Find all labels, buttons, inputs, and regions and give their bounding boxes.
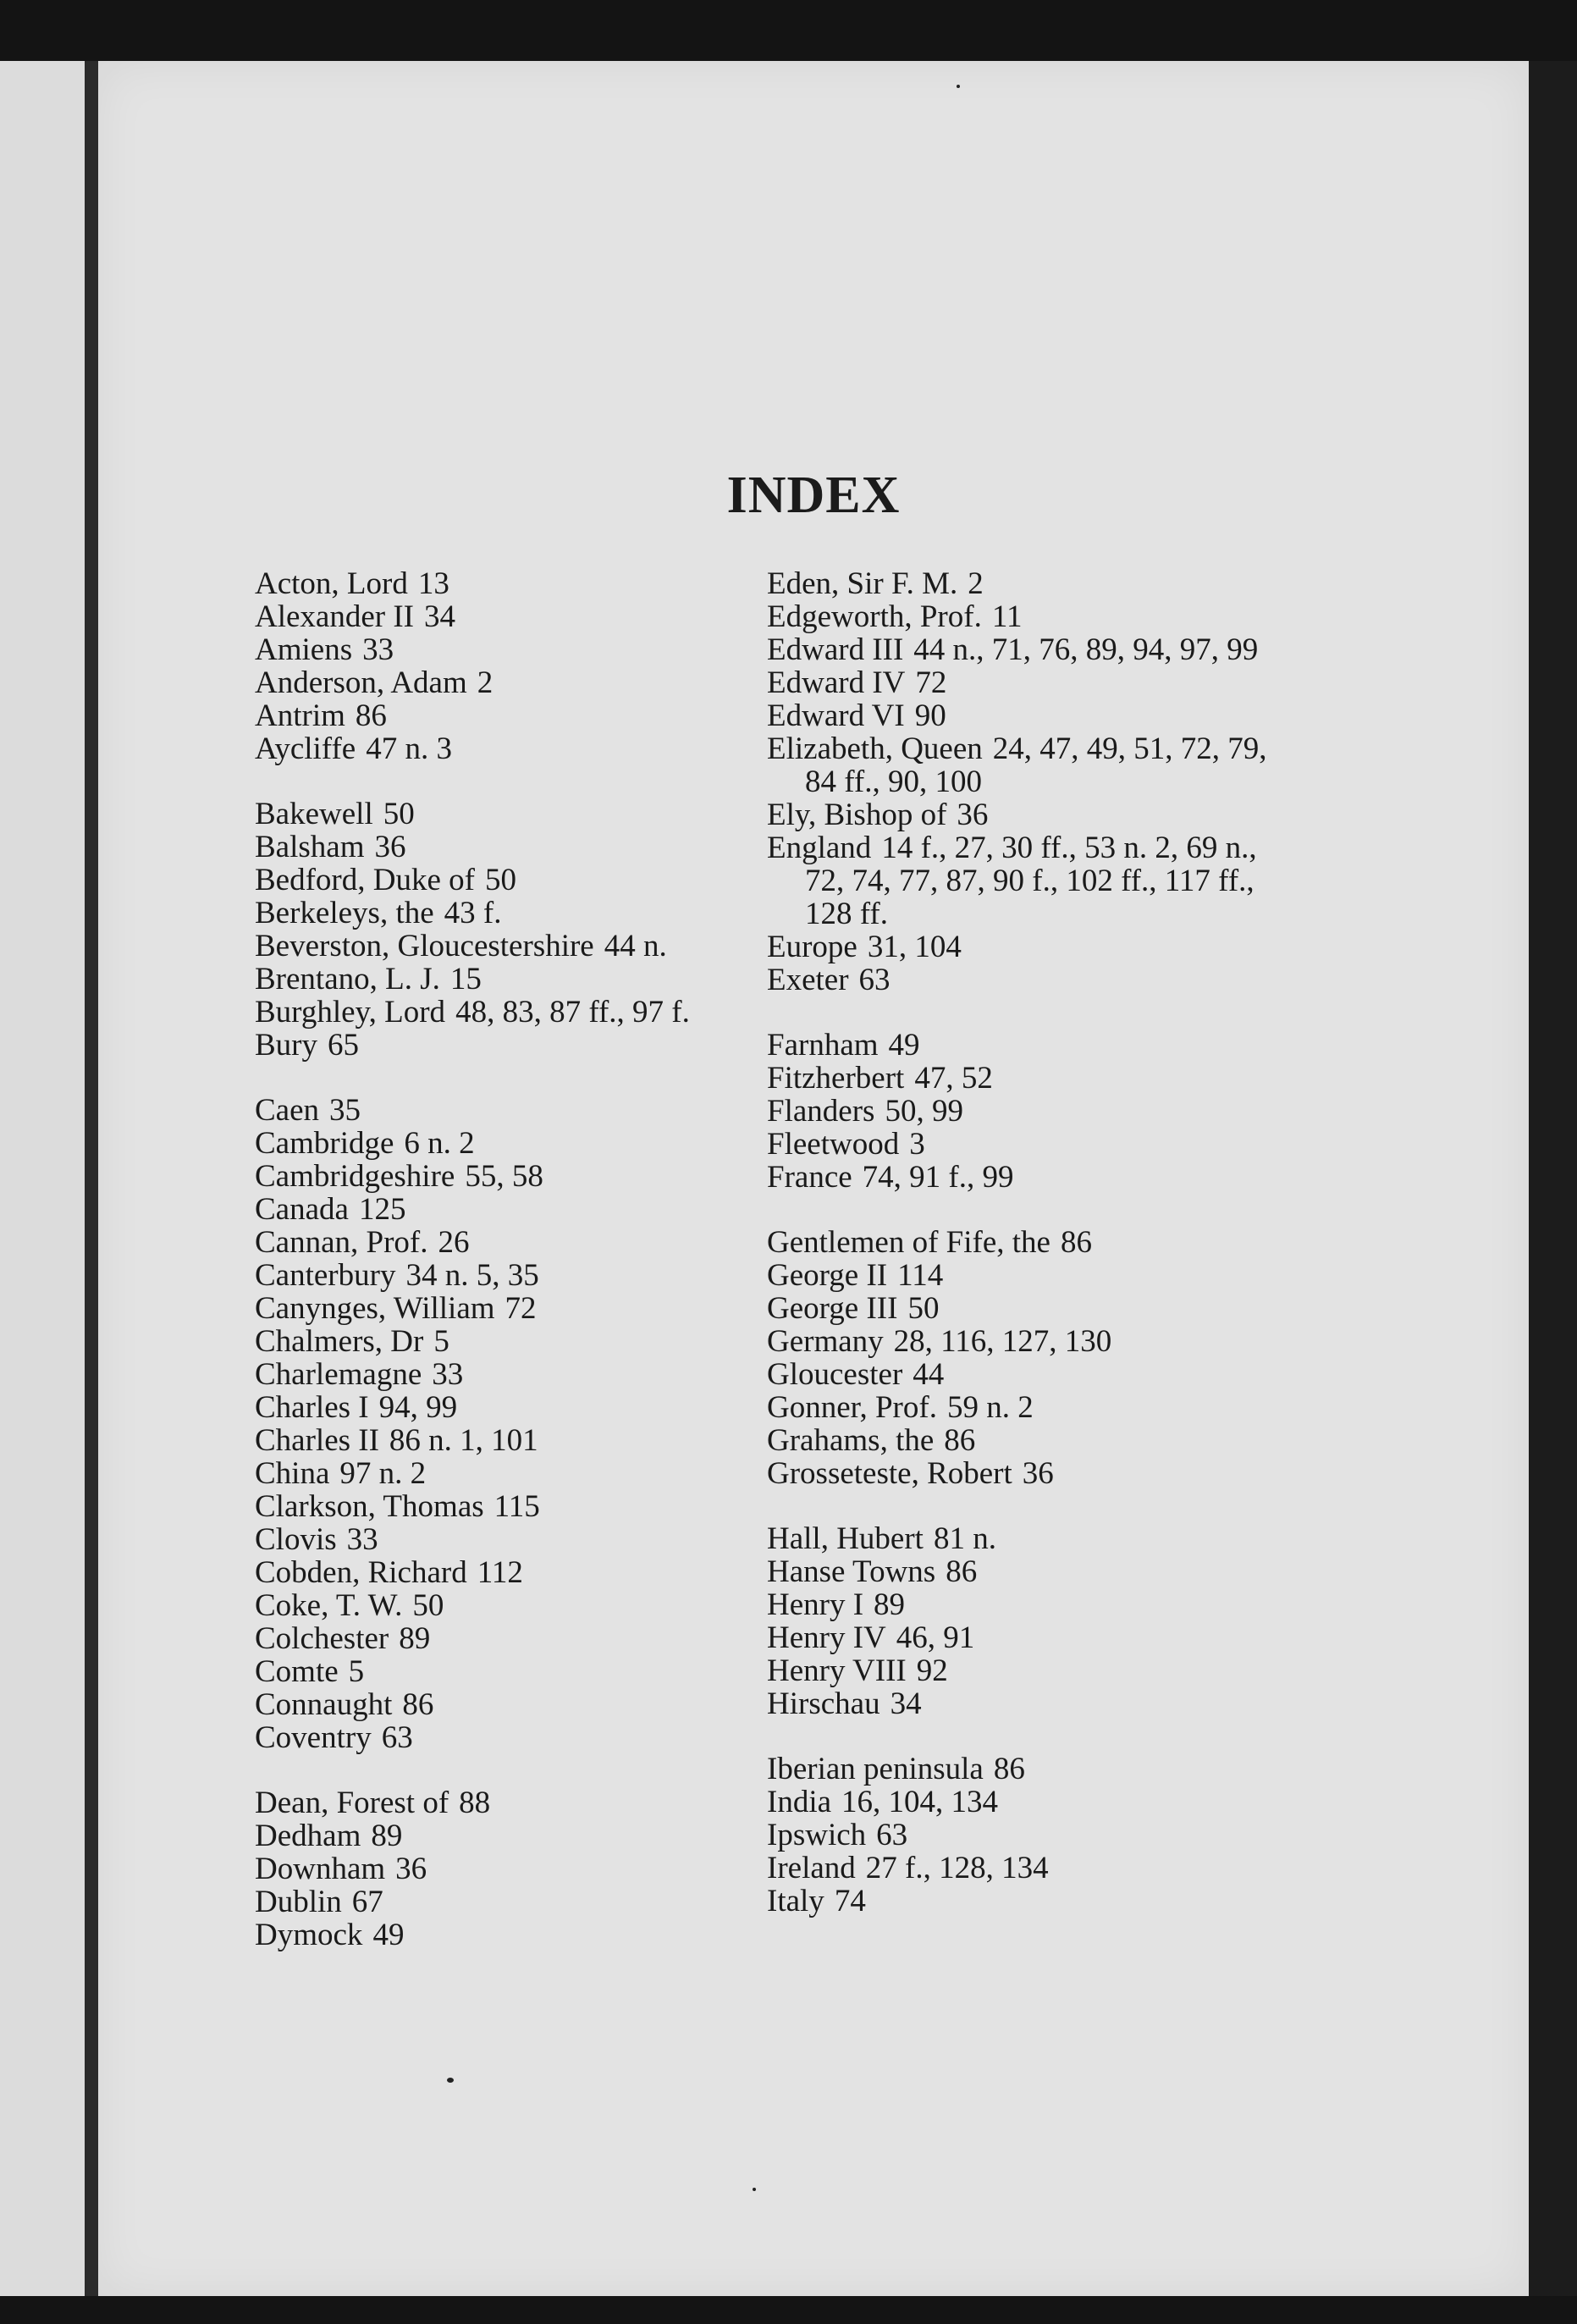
index-entry-name: Fitzherbert (767, 1061, 905, 1096)
index-entry (767, 666, 1275, 699)
index-entry (255, 798, 763, 831)
index-entry-name: Eden, Sir F. M. (767, 566, 958, 601)
index-entry-page-refs: 5 (348, 1654, 365, 1689)
index-entry-page-refs: 74, 91 f., 99 (862, 1160, 1014, 1195)
index-entry (255, 1885, 763, 1918)
index-entry (767, 1358, 1275, 1391)
index-entry (255, 732, 763, 765)
index-entry (255, 633, 763, 666)
index-entry (255, 1292, 763, 1325)
index-entry (255, 996, 763, 1029)
index-entry-name: Charlemagne (255, 1357, 422, 1392)
index-entry-page-refs: 67 (351, 1885, 383, 1919)
index-entry-page-refs: 65 (328, 1028, 359, 1063)
index-entry (255, 1721, 763, 1754)
index-entry-name: Coventry (255, 1720, 372, 1755)
letter-group-gap (767, 1194, 1275, 1226)
index-entry (255, 666, 763, 699)
index-entry-page-refs: 86 (355, 698, 387, 733)
index-entry-name: Aycliffe (255, 731, 356, 766)
index-entry (767, 1654, 1275, 1687)
index-entry-page-refs: 86 (944, 1423, 976, 1458)
index-entry-page-refs: 36 (395, 1852, 427, 1886)
index-entry-page-refs: 88 (459, 1786, 491, 1820)
index-entry (255, 1918, 763, 1951)
index-entry (767, 1588, 1275, 1621)
index-entry-name: France (767, 1160, 852, 1195)
index-entry-name: Grosseteste, Robert (767, 1456, 1012, 1491)
index-entry-page-refs: 31, 104 (867, 930, 962, 964)
index-entry (767, 1062, 1275, 1095)
index-entry-page-refs: 2 (477, 665, 494, 700)
index-column-left (255, 567, 763, 1951)
index-entry (767, 1457, 1275, 1490)
index-entry (255, 1358, 763, 1391)
index-entry-page-refs: 5 (433, 1324, 449, 1359)
index-entry (767, 1226, 1275, 1259)
index-entry-page-refs: 63 (381, 1720, 413, 1755)
index-entry-name: Iberian peninsula (767, 1752, 984, 1786)
index-entry-page-refs: 74 (834, 1884, 866, 1918)
index-entry (767, 1424, 1275, 1457)
index-entry (255, 1556, 763, 1589)
index-entry (767, 1753, 1275, 1786)
index-entry-name: George II (767, 1258, 888, 1293)
index-entry-page-refs: 6 n. 2 (404, 1126, 475, 1161)
index-entry-page-refs: 81 n. (933, 1521, 996, 1556)
index-entry-page-refs: 16, 104, 134 (841, 1785, 999, 1819)
index-entry (767, 732, 1275, 798)
index-entry-name: Canynges, William (255, 1291, 495, 1326)
index-entry-page-refs: 46, 91 (896, 1620, 975, 1655)
index-entry (767, 567, 1275, 600)
index-entry-name: Henry I (767, 1587, 864, 1622)
index-entry-page-refs: 86 (946, 1554, 978, 1589)
index-entry (255, 1852, 763, 1885)
index-entry-name: Alexander II (255, 599, 414, 634)
index-entry-name: Ireland (767, 1851, 856, 1885)
index-entry (767, 963, 1275, 996)
index-entry-name: Hirschau (767, 1686, 880, 1721)
index-entry-page-refs: 63 (858, 963, 891, 997)
index-entry (255, 864, 763, 897)
index-entry-name: Elizabeth, Queen (767, 731, 983, 766)
letter-group-gap (255, 1062, 763, 1094)
index-entry (255, 699, 763, 732)
index-entry (767, 798, 1275, 831)
index-entry-page-refs: 50 (484, 863, 516, 897)
index-entry-name: Coke, T. W. (255, 1588, 403, 1623)
index-entry-page-refs: 15 (449, 962, 482, 996)
index-entry-name: Amiens (255, 632, 353, 667)
index-entry-name: Germany (767, 1324, 884, 1359)
index-entry (767, 1128, 1275, 1161)
index-entry (767, 600, 1275, 633)
index-entry-name: Dymock (255, 1918, 363, 1952)
index-entry-page-refs: 50, 99 (885, 1094, 963, 1129)
index-entry (767, 1522, 1275, 1555)
index-entry-name: Acton, Lord (255, 566, 408, 601)
index-entry-name: Exeter (767, 963, 849, 997)
letter-group-gap (255, 765, 763, 798)
index-entry-page-refs: 92 (916, 1653, 948, 1688)
book-binding (85, 61, 98, 2296)
index-entry-page-refs: 72 (505, 1291, 537, 1326)
index-entry-name: Dean, Forest of (255, 1786, 449, 1820)
index-entry-page-refs: 27 f., 128, 134 (865, 1851, 1049, 1885)
index-entry (767, 1687, 1275, 1720)
index-entry-page-refs: 35 (329, 1093, 361, 1128)
index-entry-name: Colchester (255, 1621, 389, 1656)
index-entry-page-refs: 36 (957, 798, 989, 832)
index-entry-page-refs: 86 (402, 1687, 434, 1722)
index-entry (255, 1391, 763, 1424)
index-entry (767, 1391, 1275, 1424)
index-entry (767, 1095, 1275, 1128)
index-entry-page-refs: 34 (890, 1686, 922, 1721)
index-entry-name: Charles I (255, 1390, 369, 1425)
index-entry (767, 1161, 1275, 1194)
index-entry-name: Canterbury (255, 1258, 396, 1293)
index-entry-page-refs: 26 (438, 1225, 470, 1260)
index-entry (255, 1424, 763, 1457)
index-entry-name: Grahams, the (767, 1423, 935, 1458)
letter-group-gap (767, 1490, 1275, 1522)
index-entry-name: Henry VIII (767, 1653, 907, 1688)
index-entry (767, 831, 1275, 930)
index-entry (767, 633, 1275, 666)
index-entry-page-refs: 44 n., 71, 76, 89, 94, 97, 99 (913, 632, 1259, 667)
letter-group-gap (767, 996, 1275, 1029)
index-entry-page-refs: 33 (362, 632, 394, 667)
index-entry (767, 1325, 1275, 1358)
index-entry-page-refs: 43 f. (444, 896, 502, 930)
index-entry (255, 1029, 763, 1062)
index-entry-page-refs: 50 (907, 1291, 940, 1326)
index-entry-name: Chalmers, Dr (255, 1324, 424, 1359)
index-entry-page-refs: 63 (876, 1818, 908, 1852)
index-entry-name: Canada (255, 1192, 349, 1227)
index-entry (767, 1852, 1275, 1885)
index-entry (255, 1193, 763, 1226)
index-entry-page-refs: 36 (1022, 1456, 1054, 1491)
index-entry-page-refs: 55, 58 (465, 1159, 543, 1194)
index-entry-page-refs: 114 (897, 1258, 944, 1293)
index-entry-name: Gentlemen of Fife, the (767, 1225, 1050, 1260)
index-entry-page-refs: 89 (399, 1621, 431, 1656)
index-entry-page-refs: 36 (374, 830, 406, 864)
index-entry-name: Bedford, Duke of (255, 863, 475, 897)
index-entry-page-refs: 94, 99 (378, 1390, 458, 1425)
index-entry (255, 567, 763, 600)
index-entry-page-refs: 33 (432, 1357, 464, 1392)
index-entry-page-refs: 34 (423, 599, 455, 634)
index-entry (255, 1226, 763, 1259)
index-entry (767, 1259, 1275, 1292)
page-speck (447, 2078, 454, 2083)
index-entry-page-refs: 48, 83, 87 ff., 97 f. (455, 995, 690, 1030)
index-entry-page-refs: 34 n. 5, 35 (405, 1258, 539, 1293)
index-entry-name: Cambridge (255, 1126, 394, 1161)
index-entry (255, 1786, 763, 1819)
index-entry-page-refs: 125 (358, 1192, 406, 1227)
letter-group-gap (255, 1754, 763, 1786)
page-title: INDEX (726, 466, 901, 524)
index-entry-page-refs: 72 (915, 665, 947, 700)
index-entry-name: Ely, Bishop of (767, 798, 947, 832)
index-entry-name: Farnham (767, 1028, 879, 1063)
index-entry (255, 1490, 763, 1523)
index-entry-name: Clarkson, Thomas (255, 1489, 484, 1524)
index-entry-page-refs: 2 (968, 566, 984, 601)
index-entry-name: Dedham (255, 1819, 361, 1853)
index-entry-page-refs: 13 (417, 566, 449, 601)
index-entry-name: Clovis (255, 1522, 337, 1557)
index-entry-page-refs: 112 (477, 1555, 523, 1590)
index-entry-page-refs: 28, 116, 127, 130 (893, 1324, 1112, 1359)
index-entry-name: Brentano, L. J. (255, 962, 440, 996)
page-speck (753, 2188, 756, 2191)
index-entry-page-refs: 59 n. 2 (946, 1390, 1034, 1425)
index-entry (767, 1555, 1275, 1588)
index-entry-page-refs: 97 n. 2 (339, 1456, 427, 1491)
index-entry (255, 1259, 763, 1292)
index-entry-name: Anderson, Adam (255, 665, 467, 700)
index-entry (255, 930, 763, 963)
index-entry-name: Edgeworth, Prof. (767, 599, 982, 634)
index-entry (255, 831, 763, 864)
index-entry-page-refs: 50 (383, 797, 415, 831)
index-entry-name: Edward III (767, 632, 904, 667)
index-entry (767, 1621, 1275, 1654)
index-column-right (767, 567, 1275, 1918)
index-entry-name: Hall, Hubert (767, 1521, 924, 1556)
index-entry (255, 1127, 763, 1160)
letter-group-gap (767, 1720, 1275, 1753)
index-entry-page-refs: 90 (914, 698, 946, 733)
index-entry-name: Downham (255, 1852, 386, 1886)
index-entry-page-refs: 14 f., 27, 30 ff., 53 n. 2, 69 n., 72, 74, 77, 87, 90 f., 102 ff., 117 ff., 128 ff. (805, 831, 1257, 931)
index-entry-name: Fleetwood (767, 1127, 900, 1162)
index-entry-name: Bury (255, 1028, 317, 1063)
index-entry-name: Connaught (255, 1687, 393, 1722)
left-page-edge (0, 61, 85, 2296)
index-entry (767, 1292, 1275, 1325)
index-entry-name: India (767, 1785, 832, 1819)
index-entry (255, 1160, 763, 1193)
index-entry-name: Berkeleys, the (255, 896, 434, 930)
index-entry-name: Beverston, Gloucestershire (255, 929, 594, 963)
index-entry-name: Antrim (255, 698, 345, 733)
index-entry (767, 1819, 1275, 1852)
index-entry-page-refs: 24, 47, 49, 51, 72, 79, 84 ff., 90, 100 (805, 731, 1267, 799)
index-entry-name: Italy (767, 1884, 824, 1918)
index-entry-name: Edward IV (767, 665, 906, 700)
index-entry-name: Cobden, Richard (255, 1555, 467, 1590)
index-entry-name: Europe (767, 930, 857, 964)
index-entry (255, 1094, 763, 1127)
index-entry (255, 1457, 763, 1490)
index-entry-page-refs: 3 (909, 1127, 925, 1162)
index-entry (255, 1622, 763, 1655)
page-speck (957, 85, 960, 88)
index-entry-page-refs: 33 (346, 1522, 378, 1557)
index-entry (255, 963, 763, 996)
index-entry-name: Balsham (255, 830, 365, 864)
index-entry-page-refs: 44 n. (604, 929, 667, 963)
index-entry-page-refs: 50 (412, 1588, 444, 1623)
index-entry-page-refs: 49 (888, 1028, 920, 1063)
index-entry (767, 930, 1275, 963)
right-page-edge (1529, 61, 1577, 2296)
index-entry-page-refs: 89 (874, 1587, 906, 1622)
index-entry (255, 897, 763, 930)
index-entry-name: Gloucester (767, 1357, 903, 1392)
index-entry-name: Caen (255, 1093, 320, 1128)
index-entry (255, 1589, 763, 1622)
index-entry-page-refs: 47 n. 3 (366, 731, 452, 766)
index-entry (255, 1688, 763, 1721)
index-entry-page-refs: 86 (1060, 1225, 1092, 1260)
index-entry-page-refs: 115 (494, 1489, 540, 1524)
index-entry-page-refs: 49 (372, 1918, 405, 1952)
index-entry-name: Dublin (255, 1885, 342, 1919)
index-entry (255, 1819, 763, 1852)
index-entry-page-refs: 11 (991, 599, 1023, 634)
index-entry-name: Edward VI (767, 698, 905, 733)
index-entry (767, 699, 1275, 732)
index-entry (255, 1325, 763, 1358)
index-entry-page-refs: 44 (913, 1357, 945, 1392)
index-entry-name: Charles II (255, 1423, 379, 1458)
index-entry-name: Bakewell (255, 797, 373, 831)
index-entry (767, 1786, 1275, 1819)
index-entry-page-refs: 89 (371, 1819, 403, 1853)
index-entry-page-refs: 86 n. 1, 101 (389, 1423, 538, 1458)
index-entry-page-refs: 86 (993, 1752, 1025, 1786)
index-entry-name: Gonner, Prof. (767, 1390, 937, 1425)
index-entry (767, 1885, 1275, 1918)
index-entry (255, 600, 763, 633)
index-entry-page-refs: 47, 52 (914, 1061, 993, 1096)
index-entry-name: Comte (255, 1654, 339, 1689)
index-page (98, 61, 1529, 2296)
index-entry-name: Henry IV (767, 1620, 886, 1655)
index-entry-name: Hanse Towns (767, 1554, 936, 1589)
index-entry-name: China (255, 1456, 330, 1491)
index-entry (767, 1029, 1275, 1062)
index-entry-name: Cambridgeshire (255, 1159, 455, 1194)
index-entry-name: Flanders (767, 1094, 875, 1129)
index-entry-name: Ipswich (767, 1818, 867, 1852)
index-entry-name: Burghley, Lord (255, 995, 446, 1030)
index-entry-name: George III (767, 1291, 898, 1326)
index-entry (255, 1523, 763, 1556)
index-entry-name: England (767, 831, 872, 865)
index-entry-name: Cannan, Prof. (255, 1225, 428, 1260)
index-entry (255, 1655, 763, 1688)
